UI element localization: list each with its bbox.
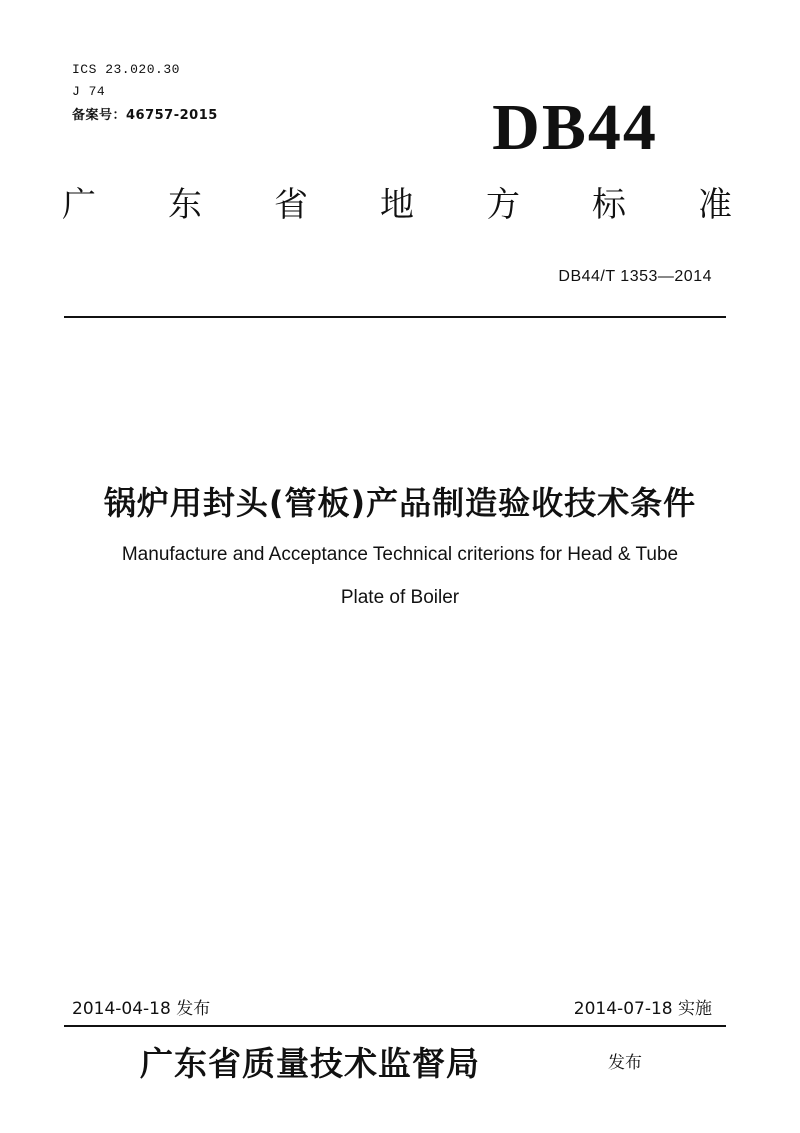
title-english-line-2: Plate of Boiler	[340, 587, 460, 608]
issue-date: 2014-04-18 发布	[72, 999, 211, 1019]
publisher-name: 广东省质量技术监督局	[140, 1044, 480, 1083]
standard-number: DB44/T 1353—2014	[558, 268, 712, 285]
standard-type-char: 广	[62, 185, 96, 225]
bottom-divider	[64, 1025, 726, 1027]
standard-type-char: 地	[380, 185, 414, 225]
title-chinese: 锅炉用封头(管板)产品制造验收技术条件	[103, 484, 697, 522]
classification-code: J 74	[72, 84, 106, 99]
standard-type	[62, 185, 732, 225]
standard-type-char: 省	[274, 185, 308, 225]
standard-type-char: 准	[698, 185, 732, 225]
registration-number: 备案号：46757-2015	[72, 108, 218, 123]
standard-logo: DB44	[492, 91, 658, 164]
top-divider	[64, 316, 726, 318]
title-english-line-1: Manufacture and Acceptance Technical criterions for Head & Tube	[121, 544, 679, 565]
standard-type-char: 东	[168, 185, 202, 225]
publish-label: 发布	[608, 1053, 642, 1073]
ics-code: ICS 23.020.30	[72, 62, 180, 77]
implementation-date: 2014-07-18 实施	[573, 999, 712, 1019]
standard-type-char: 标	[592, 185, 626, 225]
standard-type-char: 方	[486, 185, 520, 225]
